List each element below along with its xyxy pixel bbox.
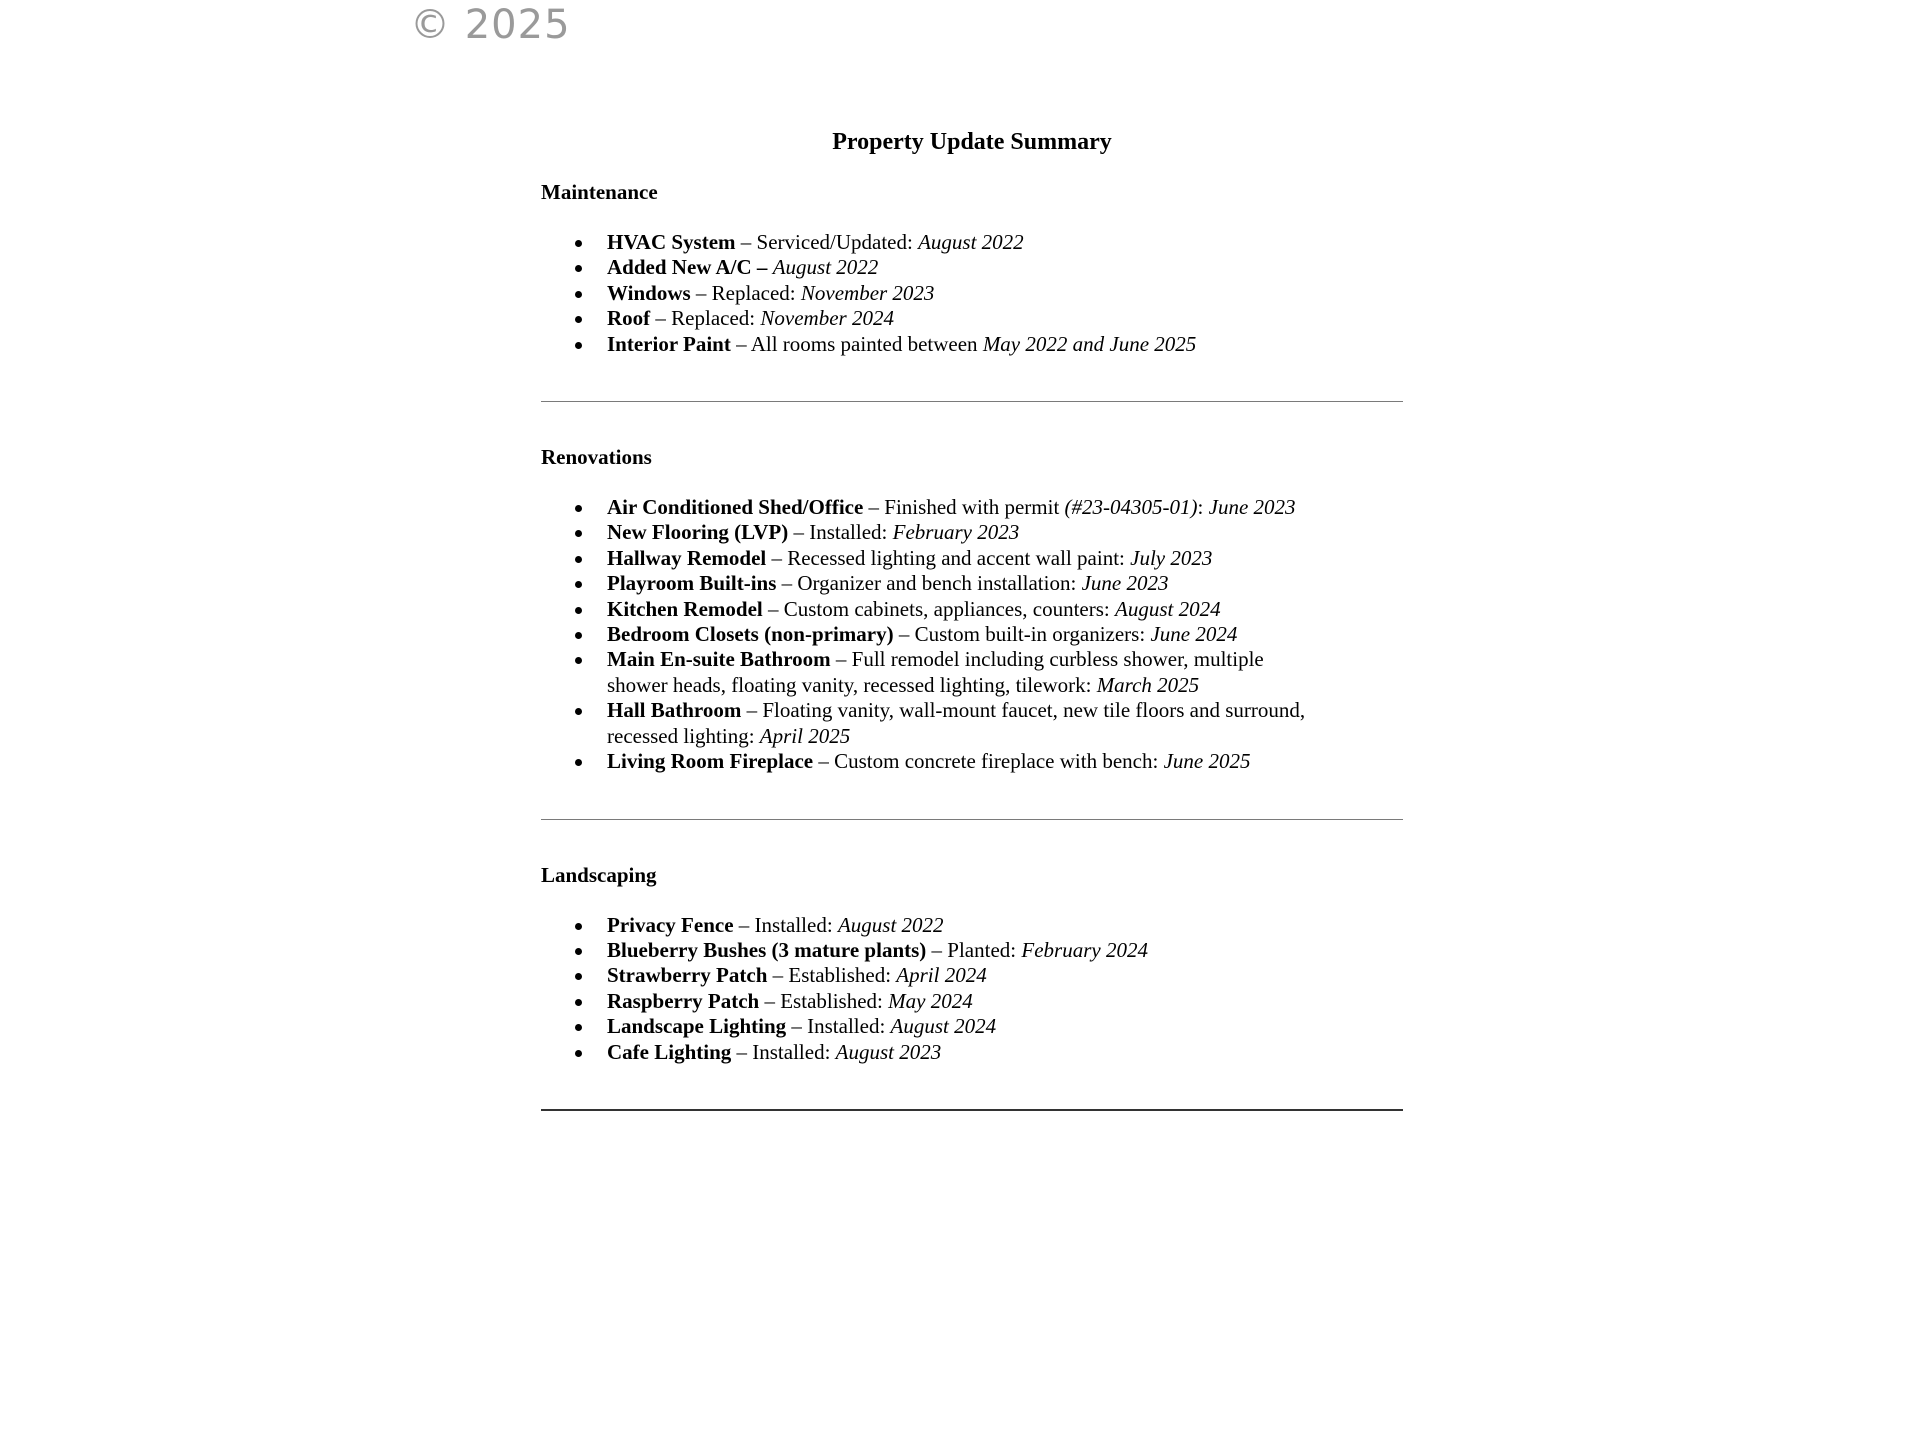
item-name: Roof (607, 306, 651, 331)
item-date: February 2024 (1021, 937, 1148, 962)
copyright-watermark: © 2025 (410, 2, 571, 48)
list-item (541, 546, 1327, 571)
item-name: Windows (607, 280, 691, 305)
item-name: Hallway Remodel (607, 545, 767, 570)
item-detail: – All rooms painted between (730, 331, 983, 356)
item-date: August 2022 (837, 912, 944, 937)
maintenance-list (541, 230, 1403, 357)
item-name: New Flooring (LVP) (607, 520, 789, 545)
item-detail: – Recessed lighting and accent wall paint: (766, 545, 1131, 570)
item-name: Living Room Fireplace (607, 749, 814, 774)
item-permit: (#23-04305-01) (1064, 495, 1198, 520)
list-item (541, 989, 1327, 1014)
item-detail: – Floating vanity, wall-mount faucet, new tile floors and surround, recessed lighting: (607, 698, 1306, 748)
list-item (541, 520, 1327, 545)
list-item (541, 913, 1327, 938)
item-name: Air Conditioned Shed/Office (607, 495, 864, 520)
item-date: August 2022 (918, 230, 1024, 254)
item-date: May 2022 and June 2025 (982, 331, 1197, 356)
item-detail: – Installed: (731, 1039, 836, 1064)
item-name: HVAC System (607, 230, 736, 254)
list-item (541, 230, 1327, 255)
item-detail: – Installed: (786, 1014, 891, 1039)
list-item (541, 698, 1327, 749)
renovations-list (541, 495, 1403, 774)
list-item (541, 622, 1327, 647)
item-date: June 2023 (1208, 495, 1296, 520)
item-date: August 2024 (890, 1014, 997, 1039)
list-item (541, 255, 1327, 280)
list-item (541, 963, 1327, 988)
landscaping-list (541, 913, 1403, 1065)
section-renovations (541, 445, 1403, 774)
item-detail: – Custom built-in organizers: (893, 622, 1151, 647)
item-name: Hall Bathroom (607, 698, 742, 723)
list-item (541, 938, 1327, 963)
item-detail: – Custom concrete fireplace with bench: (813, 749, 1164, 774)
section-heading: Renovations (541, 445, 652, 470)
section-divider (541, 819, 1403, 820)
section-landscaping (541, 863, 1403, 1065)
item-date: May 2024 (888, 988, 973, 1013)
item-date: November 2023 (800, 280, 935, 305)
item-detail: : (1197, 495, 1209, 520)
item-date: April 2025 (759, 723, 851, 748)
item-name: Raspberry Patch (607, 988, 760, 1013)
section-divider (541, 401, 1403, 402)
item-name: Playroom Built-ins (607, 571, 777, 596)
item-date: August 2023 (835, 1039, 942, 1064)
item-name: Strawberry Patch (607, 963, 768, 988)
section-heading: Maintenance (541, 180, 658, 204)
document-page (541, 128, 1403, 1154)
item-detail: – Established: (759, 988, 889, 1013)
item-name: Added New A/C – (607, 255, 773, 280)
item-name: Cafe Lighting (607, 1039, 732, 1064)
item-detail: – Established: (767, 963, 897, 988)
item-detail: – Installed: (788, 520, 893, 545)
list-item (541, 1014, 1327, 1039)
item-detail: – Full remodel including curbless shower, multiple shower heads, floating vanity, recessed lighting, tilework: (607, 647, 1264, 697)
item-name: Interior Paint (607, 331, 731, 356)
list-item (541, 306, 1327, 331)
item-date: June 2024 (1150, 622, 1238, 647)
item-detail: – Replaced: (690, 280, 801, 305)
item-detail: – Installed: (733, 912, 838, 937)
item-name: Main En-suite Bathroom (607, 647, 831, 672)
list-item (541, 749, 1327, 774)
item-detail: – Organizer and bench installation: (776, 571, 1082, 596)
item-name: Kitchen Remodel (607, 596, 763, 621)
list-item (541, 597, 1327, 622)
section-divider (541, 1109, 1403, 1111)
item-date: March 2025 (1096, 672, 1200, 697)
list-item (541, 1040, 1327, 1065)
item-date: June 2025 (1163, 749, 1251, 774)
item-detail: – Planted: (926, 937, 1022, 962)
item-date: July 2023 (1130, 545, 1213, 570)
item-date: August 2024 (1115, 596, 1221, 621)
item-date: August 2022 (772, 255, 879, 280)
list-item (541, 647, 1327, 698)
item-date: April 2024 (896, 963, 987, 988)
item-name: Blueberry Bushes (3 mature plants) (607, 937, 927, 962)
item-detail: – Serviced/Updated: (735, 230, 919, 254)
section-maintenance (541, 180, 1403, 357)
item-name: Bedroom Closets (non-primary) (607, 622, 894, 647)
item-date: November 2024 (760, 306, 894, 331)
section-heading: Landscaping (541, 862, 657, 887)
list-item (541, 495, 1327, 520)
list-item (541, 571, 1327, 596)
item-name: Privacy Fence (607, 912, 734, 937)
list-item (541, 281, 1327, 306)
item-detail: – Replaced: (650, 306, 761, 331)
item-date: February 2023 (892, 520, 1020, 545)
item-name: Landscape Lighting (607, 1014, 787, 1039)
item-detail: – Custom cabinets, appliances, counters: (762, 596, 1115, 621)
document-title: Property Update Summary (832, 129, 1112, 155)
item-date: June 2023 (1081, 571, 1169, 596)
list-item (541, 332, 1327, 357)
item-detail: – Finished with permit (863, 495, 1065, 520)
